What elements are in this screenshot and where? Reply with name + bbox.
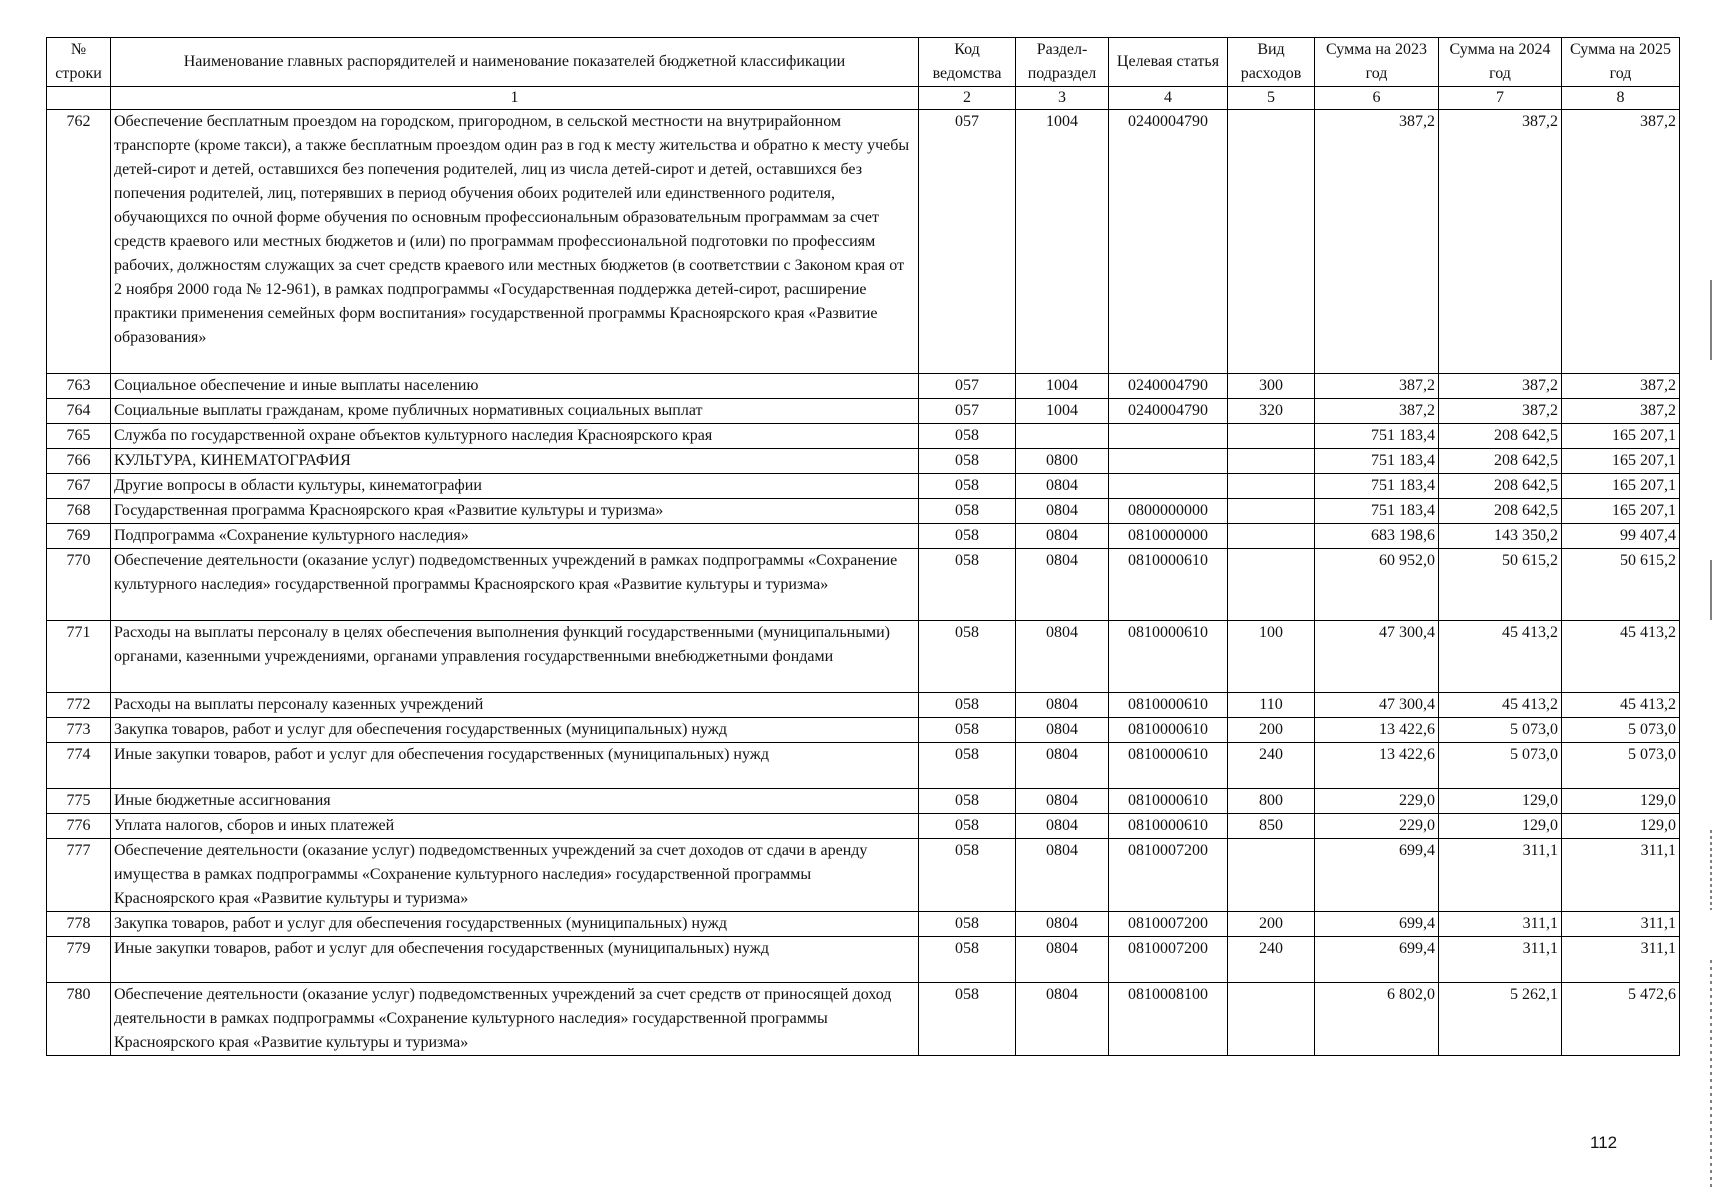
row-sum-2024: 5 073,0 xyxy=(1439,718,1562,743)
row-number: 769 xyxy=(47,524,111,549)
row-dept-code: 057 xyxy=(919,399,1016,424)
row-section: 0804 xyxy=(1016,912,1109,937)
row-sum-2023: 387,2 xyxy=(1315,374,1439,399)
row-target: 0810000610 xyxy=(1109,621,1228,693)
row-name: Социальные выплаты гражданам, кроме публичных нормативных социальных выплат xyxy=(111,399,919,424)
row-sum-2025: 387,2 xyxy=(1562,399,1680,424)
row-sum-2025: 45 413,2 xyxy=(1562,693,1680,718)
row-sum-2025: 311,1 xyxy=(1562,839,1680,912)
row-sum-2023: 47 300,4 xyxy=(1315,693,1439,718)
row-section: 1004 xyxy=(1016,374,1109,399)
column-number: 5 xyxy=(1228,87,1315,110)
row-expense-type xyxy=(1228,474,1315,499)
table-row xyxy=(47,718,1680,743)
row-expense-type xyxy=(1228,549,1315,621)
table-row xyxy=(47,839,1680,912)
row-section: 0804 xyxy=(1016,474,1109,499)
row-section: 0804 xyxy=(1016,839,1109,912)
row-sum-2025: 45 413,2 xyxy=(1562,621,1680,693)
row-expense-type: 300 xyxy=(1228,374,1315,399)
row-number: 771 xyxy=(47,621,111,693)
row-expense-type: 100 xyxy=(1228,621,1315,693)
row-expense-type: 200 xyxy=(1228,912,1315,937)
row-target: 0810000610 xyxy=(1109,789,1228,814)
table-body xyxy=(47,110,1680,1056)
row-sum-2024: 143 350,2 xyxy=(1439,524,1562,549)
binding-edge-marks xyxy=(1709,0,1713,1200)
row-number: 763 xyxy=(47,374,111,399)
table-row xyxy=(47,499,1680,524)
row-section: 0804 xyxy=(1016,549,1109,621)
row-sum-2025: 129,0 xyxy=(1562,814,1680,839)
row-sum-2023: 387,2 xyxy=(1315,399,1439,424)
row-sum-2024: 5 073,0 xyxy=(1439,743,1562,789)
row-number: 775 xyxy=(47,789,111,814)
row-target: 0810000610 xyxy=(1109,549,1228,621)
row-dept-code: 058 xyxy=(919,718,1016,743)
header-sum-2025: Сумма на 2025 год xyxy=(1562,38,1680,87)
row-sum-2023: 387,2 xyxy=(1315,110,1439,374)
table-row xyxy=(47,743,1680,789)
table-row xyxy=(47,937,1680,983)
row-number: 776 xyxy=(47,814,111,839)
row-dept-code: 058 xyxy=(919,743,1016,789)
row-number: 774 xyxy=(47,743,111,789)
budget-table xyxy=(46,37,1680,1056)
column-number: 6 xyxy=(1315,87,1439,110)
row-sum-2025: 311,1 xyxy=(1562,937,1680,983)
row-sum-2023: 229,0 xyxy=(1315,814,1439,839)
row-expense-type: 200 xyxy=(1228,718,1315,743)
row-target: 0810007200 xyxy=(1109,839,1228,912)
row-sum-2024: 387,2 xyxy=(1439,399,1562,424)
row-section: 0804 xyxy=(1016,743,1109,789)
row-number: 765 xyxy=(47,424,111,449)
row-target xyxy=(1109,424,1228,449)
row-expense-type xyxy=(1228,449,1315,474)
row-sum-2023: 60 952,0 xyxy=(1315,549,1439,621)
row-sum-2024: 45 413,2 xyxy=(1439,621,1562,693)
row-name: Закупка товаров, работ и услуг для обеспечения государственных (муниципальных) нужд xyxy=(111,912,919,937)
row-section: 0800 xyxy=(1016,449,1109,474)
row-dept-code: 058 xyxy=(919,524,1016,549)
row-section: 0804 xyxy=(1016,499,1109,524)
row-name: Государственная программа Красноярского края «Развитие культуры и туризма» xyxy=(111,499,919,524)
row-sum-2024: 311,1 xyxy=(1439,937,1562,983)
row-section xyxy=(1016,424,1109,449)
row-section: 1004 xyxy=(1016,110,1109,374)
table-header-row xyxy=(47,38,1680,87)
row-sum-2023: 699,4 xyxy=(1315,937,1439,983)
column-number: 4 xyxy=(1109,87,1228,110)
row-section: 0804 xyxy=(1016,524,1109,549)
row-sum-2025: 129,0 xyxy=(1562,789,1680,814)
table-row xyxy=(47,399,1680,424)
row-sum-2023: 751 183,4 xyxy=(1315,424,1439,449)
row-sum-2024: 208 642,5 xyxy=(1439,474,1562,499)
row-section: 0804 xyxy=(1016,693,1109,718)
row-dept-code: 058 xyxy=(919,621,1016,693)
row-expense-type xyxy=(1228,499,1315,524)
row-sum-2023: 699,4 xyxy=(1315,839,1439,912)
row-target: 0810008100 xyxy=(1109,983,1228,1056)
row-dept-code: 058 xyxy=(919,424,1016,449)
row-number: 764 xyxy=(47,399,111,424)
row-target: 0810000610 xyxy=(1109,693,1228,718)
row-number: 766 xyxy=(47,449,111,474)
row-dept-code: 058 xyxy=(919,449,1016,474)
row-expense-type: 800 xyxy=(1228,789,1315,814)
row-expense-type: 850 xyxy=(1228,814,1315,839)
row-dept-code: 058 xyxy=(919,839,1016,912)
row-section: 0804 xyxy=(1016,814,1109,839)
row-expense-type: 240 xyxy=(1228,937,1315,983)
row-name: Обеспечение деятельности (оказание услуг) подведомственных учреждений в рамках подпрограммы «Сохранение культурного наследия» государственной программы Красноярского края «Развитие культуры и туризма» xyxy=(111,549,919,621)
row-sum-2025: 5 073,0 xyxy=(1562,718,1680,743)
row-dept-code: 058 xyxy=(919,983,1016,1056)
row-name: Расходы на выплаты персоналу в целях обеспечения выполнения функций государственными (муниципальными) органами, казенными учреждениями, органами управления государственными внебюджетными фондами xyxy=(111,621,919,693)
row-name: Подпрограмма «Сохранение культурного наследия» xyxy=(111,524,919,549)
row-name: Служба по государственной охране объектов культурного наследия Красноярского края xyxy=(111,424,919,449)
row-sum-2024: 311,1 xyxy=(1439,839,1562,912)
header-expense-type: Вид расходов xyxy=(1228,38,1315,87)
row-sum-2023: 751 183,4 xyxy=(1315,449,1439,474)
row-target: 0240004790 xyxy=(1109,110,1228,374)
row-name: Социальное обеспечение и иные выплаты населению xyxy=(111,374,919,399)
column-number-row xyxy=(47,87,1680,110)
header-row-no: № строки xyxy=(47,38,111,87)
row-name: Иные закупки товаров, работ и услуг для обеспечения государственных (муниципальных) нужд xyxy=(111,743,919,789)
row-dept-code: 058 xyxy=(919,474,1016,499)
row-sum-2023: 751 183,4 xyxy=(1315,499,1439,524)
row-number: 772 xyxy=(47,693,111,718)
row-target xyxy=(1109,449,1228,474)
table-row xyxy=(47,814,1680,839)
row-sum-2025: 99 407,4 xyxy=(1562,524,1680,549)
row-name: Обеспечение бесплатным проездом на городском, пригородном, в сельской местности на внутрирайонном транспорте (кроме такси), а также бесплатным проездом один раз в год к месту жительства и обратно к месту учебы детей-сирот и детей, оставшихся без попечения родителей, лиц из числа детей-сирот и детей, оставшихся без попечения родителей, лиц, потерявших в период обучения обоих родителей или единственного родителя, обучающихся по очной форме обучения по основным профессиональным образовательным программам за счет средств краевого или местных бюджетов и (или) по программам профессиональной подготовки по профессиям рабочих, должностям служащих за счет средств краевого или местных бюджетов (в соответствии с Законом края от 2 ноября 2000 года № 12-961), в рамках подпрограммы «Государственная поддержка детей-сирот, расширение практики применения семейных форм воспитания» государственной программы Красноярского края «Развитие образования» xyxy=(111,110,919,374)
header-sum-2024: Сумма на 2024 год xyxy=(1439,38,1562,87)
row-section: 0804 xyxy=(1016,621,1109,693)
column-number: 1 xyxy=(111,87,919,110)
row-name: КУЛЬТУРА, КИНЕМАТОГРАФИЯ xyxy=(111,449,919,474)
row-sum-2023: 699,4 xyxy=(1315,912,1439,937)
header-section: Раздел-подраздел xyxy=(1016,38,1109,87)
table-row xyxy=(47,912,1680,937)
row-sum-2023: 683 198,6 xyxy=(1315,524,1439,549)
row-expense-type: 110 xyxy=(1228,693,1315,718)
row-number: 778 xyxy=(47,912,111,937)
header-sum-2023: Сумма на 2023 год xyxy=(1315,38,1439,87)
table-row xyxy=(47,621,1680,693)
row-target: 0810007200 xyxy=(1109,937,1228,983)
row-dept-code: 057 xyxy=(919,110,1016,374)
row-target: 0810000610 xyxy=(1109,718,1228,743)
row-sum-2023: 13 422,6 xyxy=(1315,743,1439,789)
row-sum-2024: 387,2 xyxy=(1439,374,1562,399)
row-sum-2025: 165 207,1 xyxy=(1562,449,1680,474)
row-sum-2025: 5 073,0 xyxy=(1562,743,1680,789)
row-number: 780 xyxy=(47,983,111,1056)
table-row xyxy=(47,449,1680,474)
row-name: Обеспечение деятельности (оказание услуг) подведомственных учреждений за счет средств от приносящей доход деятельности в рамках подпрограммы «Сохранение культурного наследия» государственной программы Красноярского края «Развитие культуры и туризма» xyxy=(111,983,919,1056)
row-sum-2025: 387,2 xyxy=(1562,374,1680,399)
header-target: Целевая статья xyxy=(1109,38,1228,87)
row-dept-code: 058 xyxy=(919,549,1016,621)
row-number: 773 xyxy=(47,718,111,743)
row-number: 768 xyxy=(47,499,111,524)
row-sum-2024: 208 642,5 xyxy=(1439,424,1562,449)
table-row xyxy=(47,789,1680,814)
row-sum-2023: 13 422,6 xyxy=(1315,718,1439,743)
row-sum-2025: 165 207,1 xyxy=(1562,424,1680,449)
row-sum-2024: 208 642,5 xyxy=(1439,449,1562,474)
row-sum-2023: 751 183,4 xyxy=(1315,474,1439,499)
row-sum-2024: 387,2 xyxy=(1439,110,1562,374)
row-expense-type xyxy=(1228,983,1315,1056)
row-target: 0810000610 xyxy=(1109,743,1228,789)
row-dept-code: 058 xyxy=(919,789,1016,814)
row-sum-2024: 45 413,2 xyxy=(1439,693,1562,718)
row-dept-code: 058 xyxy=(919,912,1016,937)
column-number: 3 xyxy=(1016,87,1109,110)
row-target: 0240004790 xyxy=(1109,399,1228,424)
row-sum-2025: 50 615,2 xyxy=(1562,549,1680,621)
table-row xyxy=(47,549,1680,621)
column-number: 7 xyxy=(1439,87,1562,110)
row-section: 0804 xyxy=(1016,718,1109,743)
row-dept-code: 058 xyxy=(919,693,1016,718)
table-row xyxy=(47,983,1680,1056)
table-row xyxy=(47,424,1680,449)
row-expense-type: 240 xyxy=(1228,743,1315,789)
row-name: Закупка товаров, работ и услуг для обеспечения государственных (муниципальных) нужд xyxy=(111,718,919,743)
table-row xyxy=(47,110,1680,374)
row-name: Иные закупки товаров, работ и услуг для обеспечения государственных (муниципальных) нужд xyxy=(111,937,919,983)
table-row xyxy=(47,474,1680,499)
row-sum-2024: 311,1 xyxy=(1439,912,1562,937)
row-sum-2024: 129,0 xyxy=(1439,789,1562,814)
row-sum-2024: 129,0 xyxy=(1439,814,1562,839)
table-row xyxy=(47,524,1680,549)
row-number: 767 xyxy=(47,474,111,499)
row-sum-2024: 50 615,2 xyxy=(1439,549,1562,621)
row-target: 0800000000 xyxy=(1109,499,1228,524)
row-sum-2024: 5 262,1 xyxy=(1439,983,1562,1056)
table-row xyxy=(47,693,1680,718)
row-expense-type xyxy=(1228,110,1315,374)
column-number xyxy=(47,87,111,110)
row-number: 762 xyxy=(47,110,111,374)
table-row xyxy=(47,374,1680,399)
row-section: 0804 xyxy=(1016,937,1109,983)
header-name: Наименование главных распорядителей и наименование показателей бюджетной классификации xyxy=(111,38,919,87)
row-dept-code: 058 xyxy=(919,499,1016,524)
row-name: Расходы на выплаты персоналу казенных учреждений xyxy=(111,693,919,718)
column-number: 2 xyxy=(919,87,1016,110)
header-dept-code: Код ведомства xyxy=(919,38,1016,87)
row-target: 0810000610 xyxy=(1109,814,1228,839)
row-sum-2025: 311,1 xyxy=(1562,912,1680,937)
row-target: 0240004790 xyxy=(1109,374,1228,399)
row-sum-2025: 5 472,6 xyxy=(1562,983,1680,1056)
row-section: 0804 xyxy=(1016,983,1109,1056)
row-dept-code: 057 xyxy=(919,374,1016,399)
row-target: 0810000000 xyxy=(1109,524,1228,549)
row-sum-2025: 165 207,1 xyxy=(1562,499,1680,524)
row-dept-code: 058 xyxy=(919,937,1016,983)
row-target xyxy=(1109,474,1228,499)
row-sum-2023: 6 802,0 xyxy=(1315,983,1439,1056)
page-number: 112 xyxy=(1590,1133,1618,1152)
row-expense-type: 320 xyxy=(1228,399,1315,424)
row-section: 1004 xyxy=(1016,399,1109,424)
row-sum-2024: 208 642,5 xyxy=(1439,499,1562,524)
row-name: Обеспечение деятельности (оказание услуг) подведомственных учреждений за счет доходов от сдачи в аренду имущества в рамках подпрограммы «Сохранение культурного наследия» государственной программы Красноярского края «Развитие культуры и туризма» xyxy=(111,839,919,912)
row-sum-2025: 387,2 xyxy=(1562,110,1680,374)
row-sum-2023: 47 300,4 xyxy=(1315,621,1439,693)
row-name: Иные бюджетные ассигнования xyxy=(111,789,919,814)
row-sum-2023: 229,0 xyxy=(1315,789,1439,814)
row-number: 770 xyxy=(47,549,111,621)
row-expense-type xyxy=(1228,424,1315,449)
row-dept-code: 058 xyxy=(919,814,1016,839)
row-number: 777 xyxy=(47,839,111,912)
row-name: Уплата налогов, сборов и иных платежей xyxy=(111,814,919,839)
row-expense-type xyxy=(1228,524,1315,549)
row-sum-2025: 165 207,1 xyxy=(1562,474,1680,499)
row-number: 779 xyxy=(47,937,111,983)
row-expense-type xyxy=(1228,839,1315,912)
row-section: 0804 xyxy=(1016,789,1109,814)
row-name: Другие вопросы в области культуры, кинематографии xyxy=(111,474,919,499)
column-number: 8 xyxy=(1562,87,1680,110)
row-target: 0810007200 xyxy=(1109,912,1228,937)
